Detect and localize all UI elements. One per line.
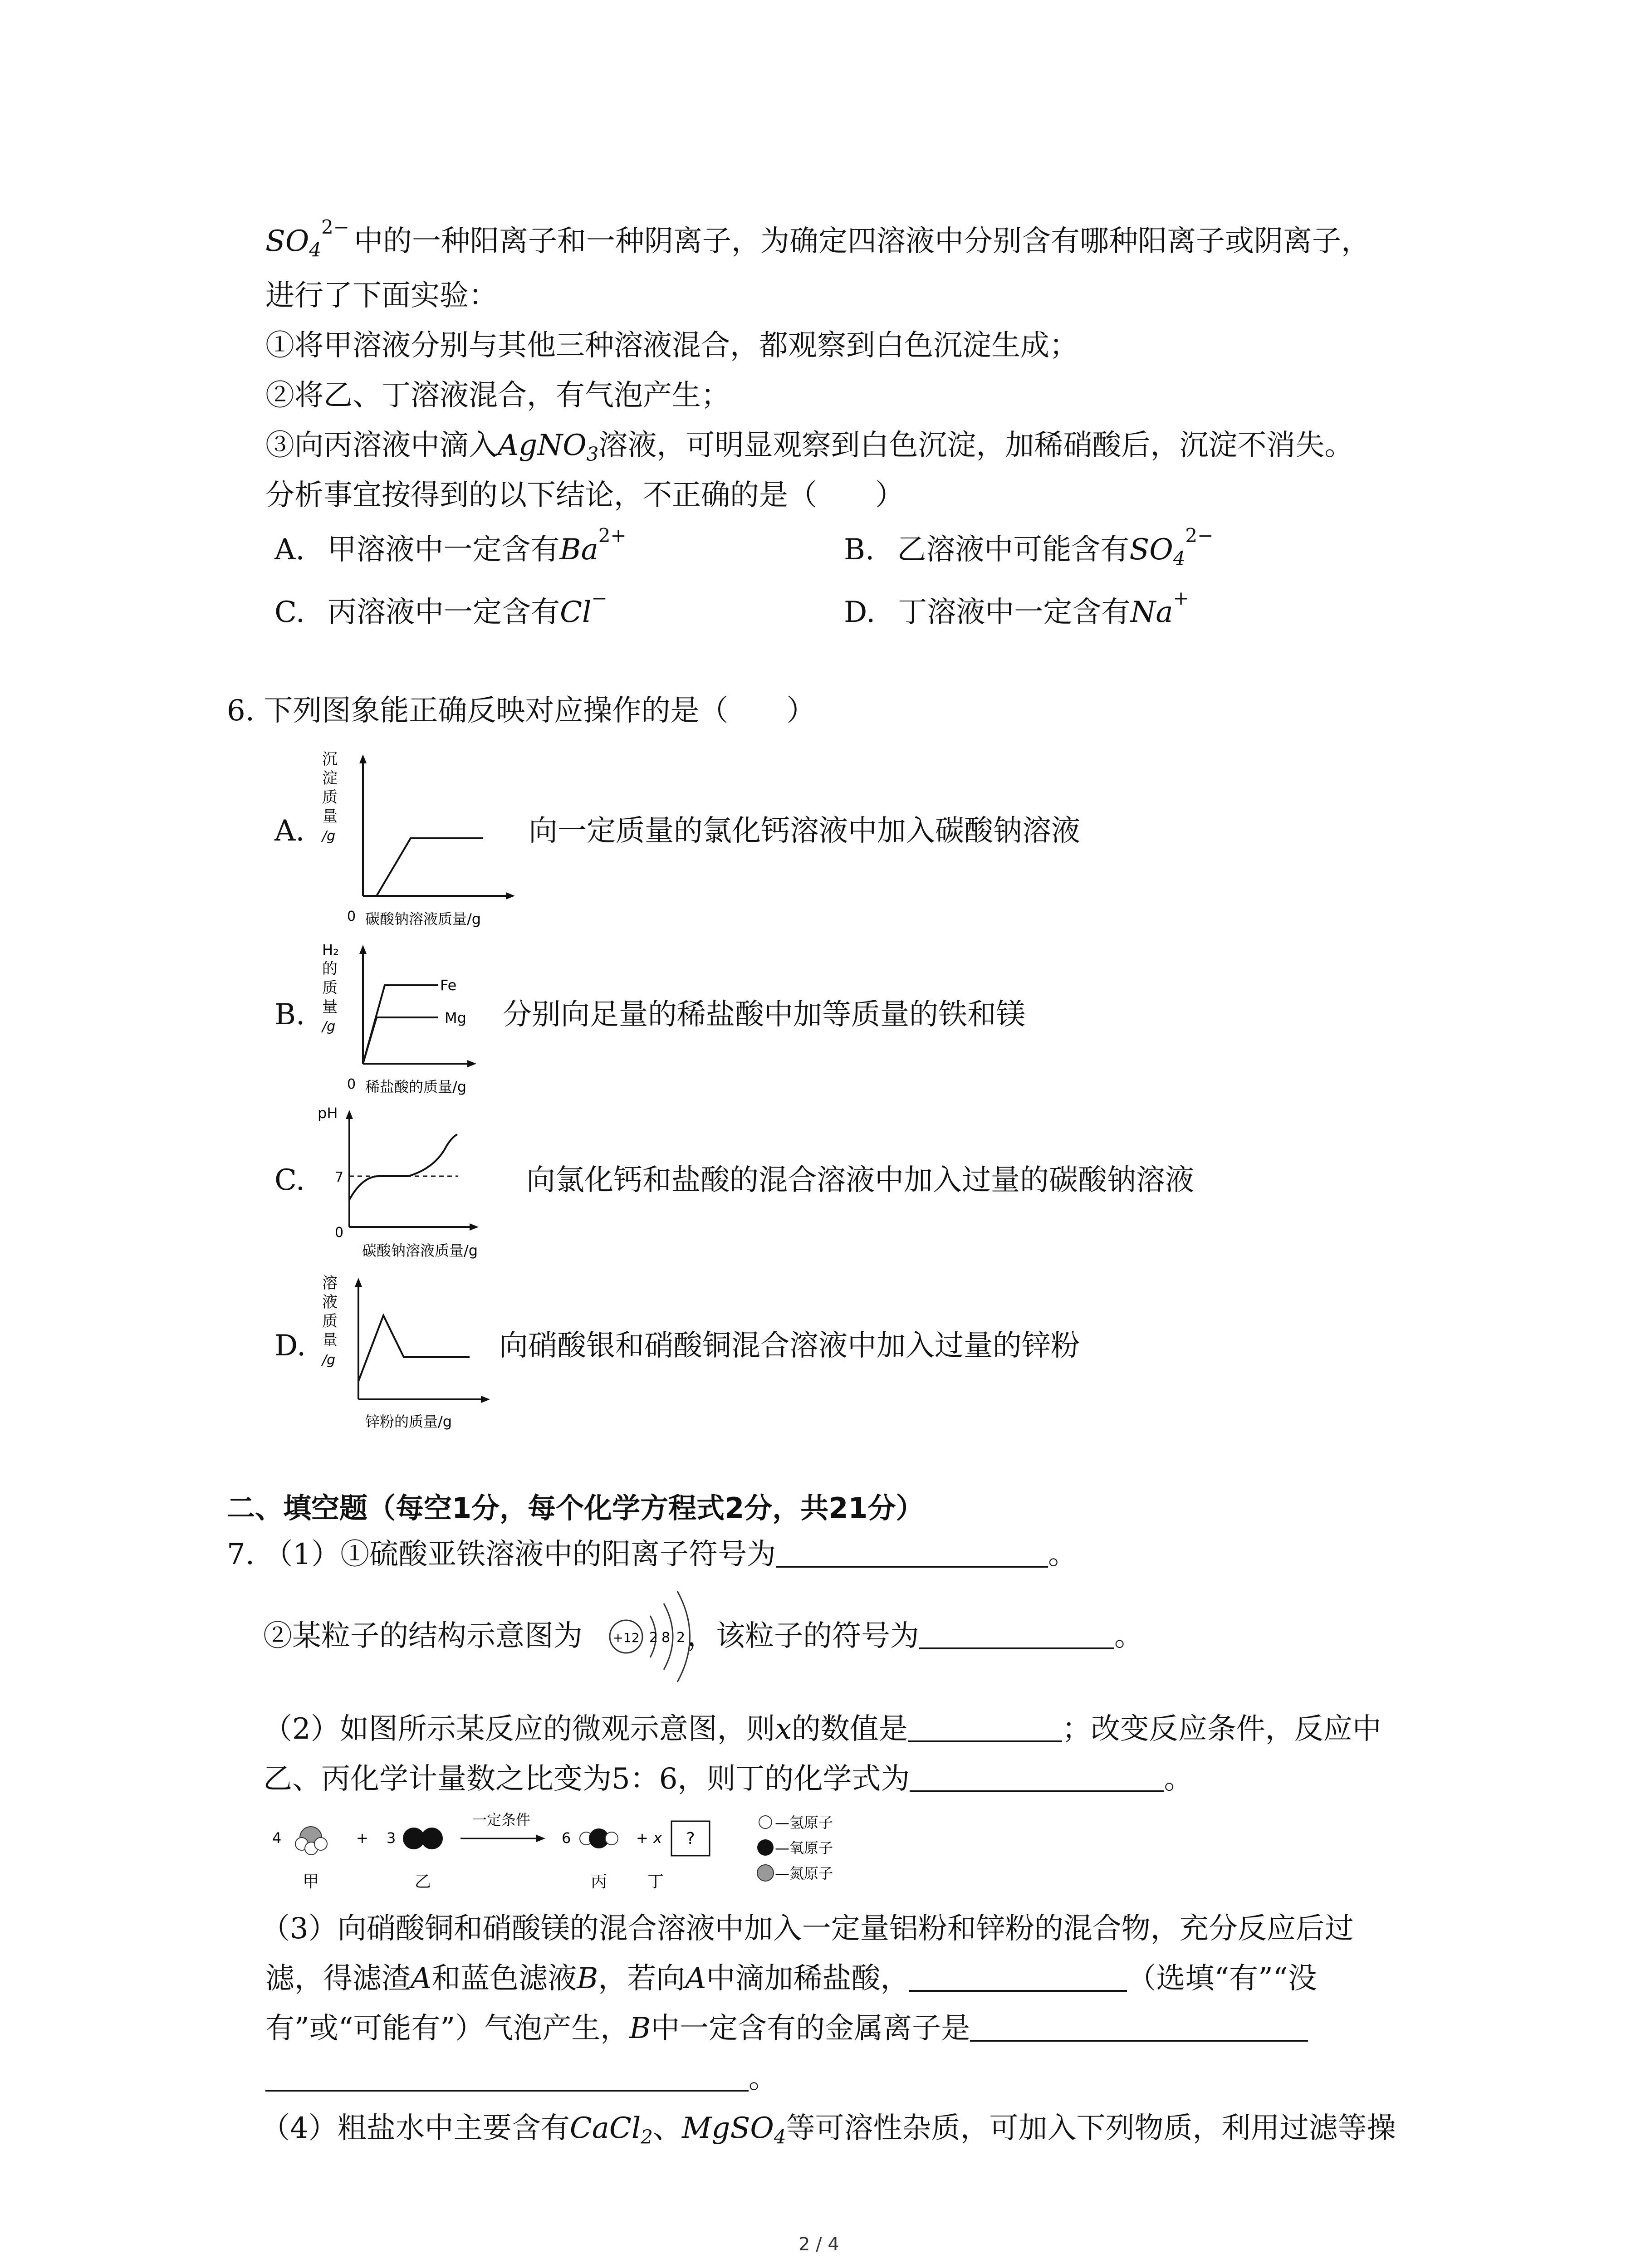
q6-a-curve [377, 838, 483, 896]
legend-nitrogen-icon [757, 1865, 774, 1881]
q5-option-b[interactable]: B. 乙溶液中可能含有$SO_4^{2-}$ [844, 524, 1214, 570]
reaction-micro-diagram [268, 1808, 926, 1901]
hydrogen-atom [605, 1832, 618, 1845]
q5-analysis: 分析事宜按得到的以下结论，不正确的是（ ） [265, 479, 904, 512]
atom-shell-2-count: 8 [661, 1630, 671, 1646]
name-yi: 乙 [414, 1872, 431, 1891]
q6-d-ylabel-1: 液 [322, 1293, 338, 1311]
q7-blank-2[interactable] [919, 1622, 1114, 1649]
q6-b-xlabel: 稀盐酸的质量/g [365, 1078, 467, 1095]
q6-b-ylabel-1: 的 [322, 960, 338, 978]
q6-c-origin: 0 [335, 1225, 344, 1241]
q6-c-y-arrow [346, 1110, 353, 1119]
hydrogen-atom [314, 1838, 327, 1850]
q6-b-curve-mg [363, 1017, 438, 1064]
q6-d-ylabel-0: 溶 [322, 1274, 338, 1292]
legend-hydrogen: —氢原子 [775, 1814, 833, 1831]
q6-option-d-text: 向硝酸银和硝酸铜混合溶液中加入过量的锌粉 [499, 1329, 1080, 1363]
q6-graph-b [313, 941, 526, 1105]
oxygen-atom [421, 1828, 443, 1849]
q7-blank-5[interactable] [909, 1965, 1127, 1992]
plus-2: + [636, 1829, 648, 1847]
q6-d-y-arrow [355, 1278, 362, 1287]
q7-part3b: 滤，得滤渣A和蓝色滤液B，若向A中滴加稀盐酸， （选填“有”“没 [265, 1962, 1317, 1995]
q7-part4: （4）粗盐水中主要含有CaCl$_2$、MgSO$_4$等可溶性杂质，可加入下列物质，利用过滤等操 [261, 2112, 1396, 2148]
q6-c-curve [349, 1134, 457, 1200]
q7-blank-1[interactable] [776, 1540, 1048, 1568]
q6-d-xlabel: 锌粉的质量/g [365, 1413, 452, 1430]
coef-ding: x [653, 1829, 662, 1847]
q5-ion-list-line: $SO_4^{2-}$ 中的一种阳离子和一种阴离子，为确定四溶液中分别含有哪种阳离子或阴离子， [265, 216, 1370, 261]
q6-a-ylabel-4: /g [322, 828, 336, 844]
q5-option-a[interactable]: A. 甲溶液中一定含有$Ba^{2+}$ [274, 524, 627, 567]
coef-yi: 3 [387, 1829, 396, 1847]
q6-b-ylabel-3: 量 [322, 998, 338, 1016]
legend-nitrogen: —氮原子 [775, 1865, 833, 1882]
coef-bing: 6 [562, 1829, 571, 1847]
q6-c-ytick: 7 [335, 1169, 344, 1185]
q6-option-b-text: 分别向足量的稀盐酸中加等质量的铁和镁 [503, 998, 1025, 1031]
legend-hydrogen-icon [759, 1816, 772, 1828]
q6-c-ylabel: pH [318, 1105, 338, 1122]
reaction-condition: 一定条件 [472, 1811, 531, 1828]
q5-option-c[interactable]: C. 丙溶液中一定含有Cl− [274, 587, 607, 629]
q6-b-ylabel-0: H₂ [322, 941, 339, 958]
atom-shell-1-count: 2 [649, 1630, 658, 1646]
q6-a-ylabel-1: 淀 [322, 769, 338, 787]
q6-c-xlabel: 碳酸钠溶液质量/g [362, 1242, 478, 1259]
legend-oxygen: —氧原子 [775, 1839, 833, 1857]
q5-experiment-2: ②将乙、丁溶液混合，有气泡产生； [265, 379, 730, 412]
q7-part3d: 。 [265, 2064, 778, 2093]
q6-stem: 6. 下列图象能正确反映对应操作的是（ ） [227, 694, 816, 728]
q6-a-x-arrow [506, 892, 515, 899]
section-2-title: 二、填空题（每空1分，每个化学方程式2分，共21分） [227, 1491, 924, 1525]
q6-a-ylabel-0: 沉 [322, 751, 338, 768]
q5-experiment-1: ①将甲溶液分别与其他三种溶液混合，都观察到白色沉淀生成； [265, 329, 1078, 362]
q7-blank-3[interactable] [908, 1715, 1062, 1742]
q6-a-ylabel-2: 质 [322, 788, 338, 807]
q6-a-y-arrow [359, 754, 367, 763]
atom-structure-diagram [603, 1579, 711, 1701]
q6-b-x-arrow [467, 1060, 476, 1067]
q7-part2a: （2）如图所示某反应的微观示意图，则x的数值是 ；改变反应条件，反应中 [263, 1712, 1381, 1746]
q6-b-ylabel-2: 质 [322, 979, 338, 997]
q6-b-origin: 0 [347, 1076, 356, 1092]
q6-d-ylabel-2: 质 [322, 1312, 338, 1330]
q6-b-series-mg: Mg [445, 1009, 466, 1026]
q7-part3a: （3）向硝酸铜和硝酸镁的混合溶液中加入一定量铝粉和锌粉的混合物，充分反应后过 [261, 1912, 1354, 1945]
q6-option-b-label[interactable]: B. [274, 998, 305, 1031]
coef-jia: 4 [272, 1829, 282, 1847]
q5-line2: 进行了下面实验： [265, 279, 498, 313]
name-ding: 丁 [647, 1872, 664, 1891]
q6-d-x-arrow [481, 1396, 490, 1403]
atom-nucleus-charge: +12 [612, 1630, 640, 1645]
reaction-arrow-head [536, 1835, 545, 1842]
unknown-mark: ? [686, 1829, 695, 1848]
q6-d-ylabel-4: /g [322, 1352, 336, 1368]
q7-part1a: 7. （1）①硫酸亚铁溶液中的阳离子符号为 。 [227, 1538, 1078, 1571]
legend-oxygen-icon [757, 1839, 774, 1856]
q6-a-origin: 0 [347, 909, 356, 924]
page-number: 2 / 4 [798, 2234, 839, 2255]
q6-a-ylabel-3: 量 [322, 807, 338, 826]
name-jia: 甲 [302, 1872, 319, 1891]
plus-1: + [356, 1829, 368, 1847]
atom-shell-3-count: 2 [676, 1630, 686, 1646]
q6-option-a-label[interactable]: A. [274, 814, 305, 848]
q6-b-y-arrow [359, 945, 367, 954]
q5-experiment-3: ③向丙溶液中滴入AgNO$_3$溶液，可明显观察到白色沉淀，加稀硝酸后，沉淀不消失。 [265, 429, 1354, 465]
q5-option-d[interactable]: D. 丁溶液中一定含有Na+ [844, 587, 1189, 629]
q7-part2b: 乙、丙化学计量数之比变为5：6，则丁的化学式为 。 [263, 1762, 1193, 1796]
q6-option-c-label[interactable]: C. [274, 1163, 305, 1197]
q6-a-xlabel: 碳酸钠溶液质量/g [365, 910, 481, 928]
q6-graph-c [313, 1100, 540, 1268]
q6-option-d-label[interactable]: D. [274, 1329, 306, 1363]
q6-graph-a [313, 751, 549, 941]
q6-b-series-fe: Fe [440, 977, 457, 994]
q6-option-a-text: 向一定质量的氯化钙溶液中加入碳酸钠溶液 [529, 814, 1080, 848]
q6-c-x-arrow [470, 1223, 479, 1231]
q7-part1b: ②某粒子的结构示意图为 ，该粒子的符号为 。 [263, 1619, 1143, 1653]
name-bing: 丙 [590, 1872, 607, 1891]
q6-d-ylabel-3: 量 [322, 1331, 338, 1349]
q7-blank-6[interactable] [970, 2014, 1308, 2042]
q6-d-curve [358, 1315, 470, 1381]
q6-option-c-text: 向氯化钙和盐酸的混合溶液中加入过量的碳酸钠溶液 [526, 1163, 1194, 1197]
q7-blank-4[interactable] [910, 1765, 1164, 1792]
q7-blank-6-cont[interactable] [265, 2064, 749, 2092]
q7-part3c: 有”或“可能有”）气泡产生，B中一定含有的金属离子是 [265, 2014, 1308, 2043]
q6-b-ylabel-4: /g [322, 1019, 336, 1035]
q6-graph-d [313, 1268, 526, 1431]
